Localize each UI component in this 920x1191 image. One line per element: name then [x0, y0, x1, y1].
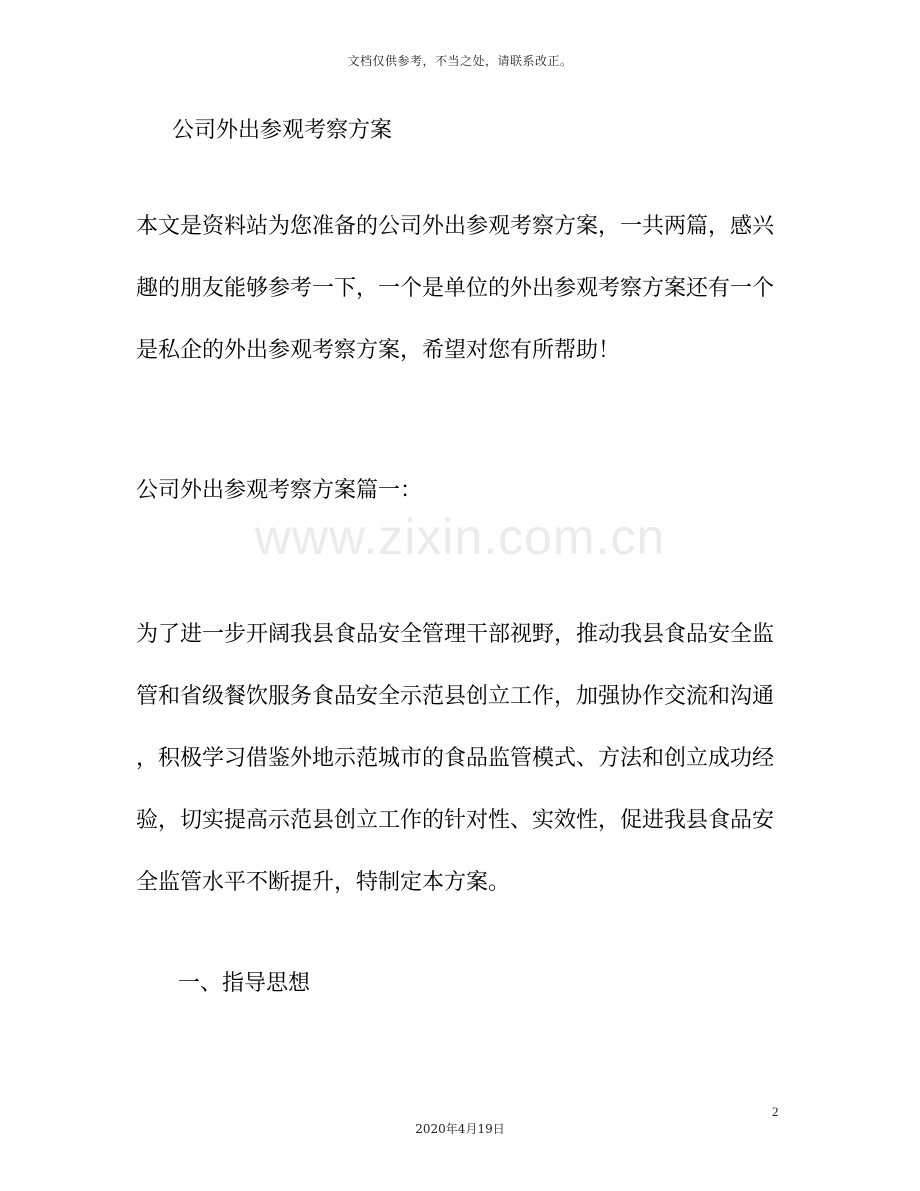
document-title: 公司外出参观考察方案 [172, 118, 393, 143]
body-line: 验，切实提高示范县创立工作的针对性、实效性，促进我县食品安 [136, 808, 775, 833]
body-paragraph [136, 604, 776, 914]
intro-paragraph [136, 196, 776, 382]
header-disclaimer: 文档仅供参考，不当之处，请联系改正。 [347, 54, 573, 68]
section-heading [136, 460, 776, 522]
subheading-guiding-ideology: 一、指导思想 [178, 971, 311, 996]
section-heading-text: 公司外出参观考察方案篇一： [136, 478, 423, 503]
watermark: www.zixin.com.cn [254, 509, 666, 565]
body-line: 全监管水平不断提升，特制定本方案。 [136, 870, 511, 895]
body-line: 为了进一步开阔我县食品安全管理干部视野，推动我县食品安全监 [136, 622, 775, 647]
intro-line: 趣的朋友能够参考一下，一个是单位的外出参观考察方案还有一个 [136, 276, 775, 301]
page-number: 2 [772, 1104, 779, 1119]
body-line: 管和省级餐饮服务食品安全示范县创立工作，加强协作交流和沟通 [136, 684, 775, 709]
footer-date: 2020年4月19日 [415, 1122, 505, 1136]
body-line: ，积极学习借鉴外地示范城市的食品监管模式、方法和创立成功经 [136, 746, 775, 771]
intro-line: 本文是资料站为您准备的公司外出参观考察方案，一共两篇，感兴 [136, 214, 775, 239]
intro-line: 是私企的外出参观考察方案，希望对您有所帮助！ [136, 338, 621, 363]
